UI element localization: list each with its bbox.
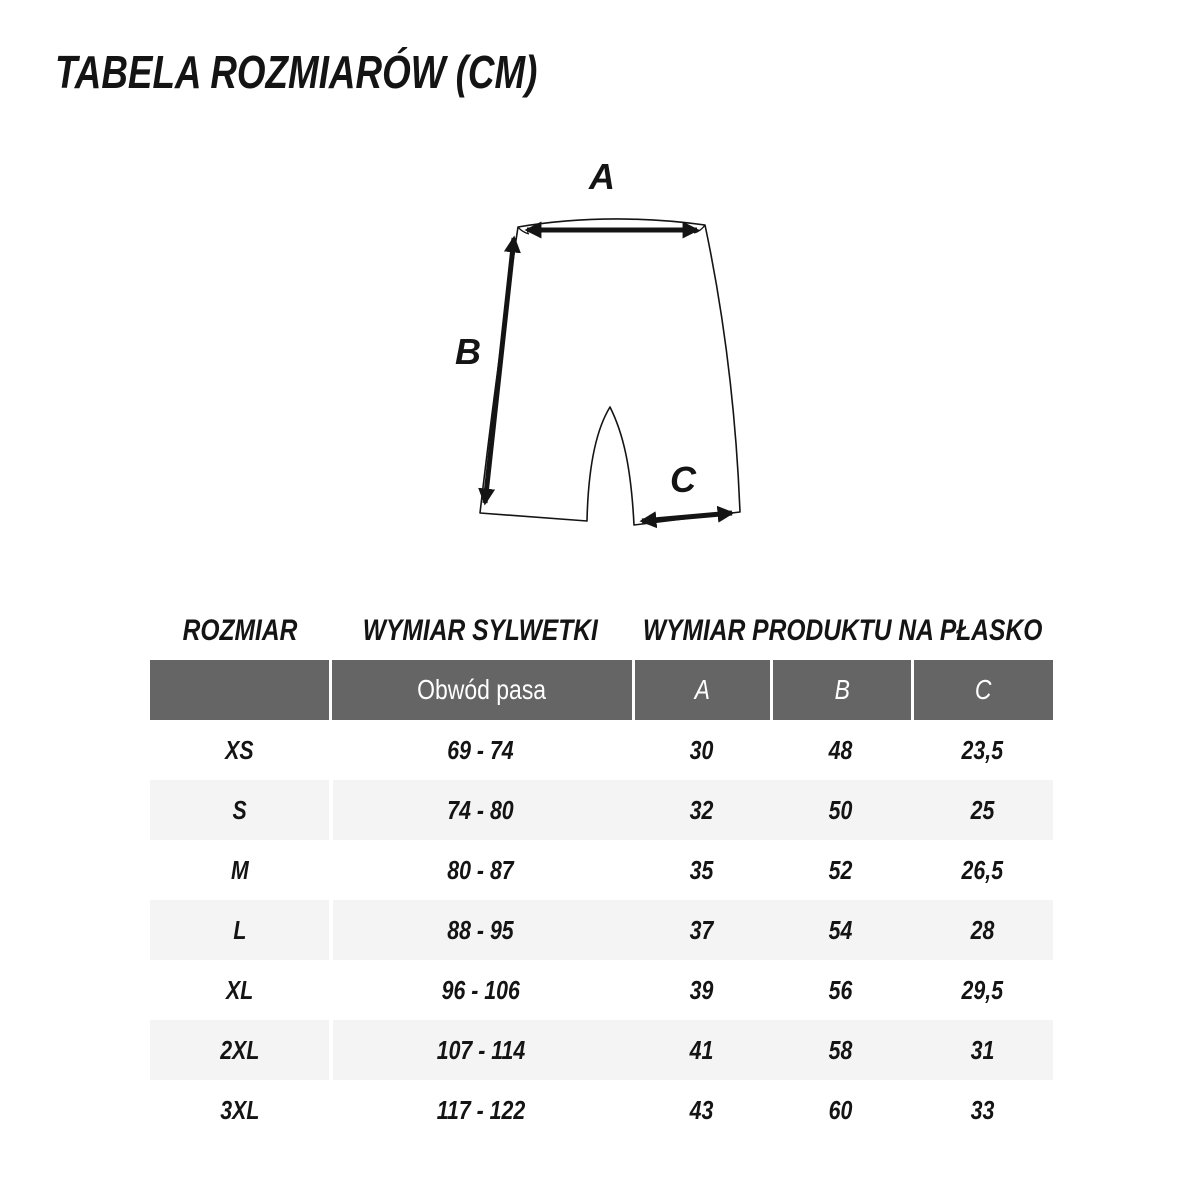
page-title-text: TABELA ROZMIARÓW (CM) — [55, 46, 538, 98]
cell-waist: 96 - 106 — [441, 974, 520, 1005]
header-cell-size — [150, 660, 329, 720]
cell-a: 37 — [689, 914, 713, 945]
table-row — [150, 960, 1053, 1020]
cell-a: 30 — [689, 734, 713, 765]
cell-c: 26,5 — [961, 854, 1003, 885]
cell-c: 23,5 — [961, 734, 1003, 765]
diagram-label-c: C — [670, 459, 696, 500]
cell-a: 35 — [689, 854, 713, 885]
cell-size: 3XL — [219, 1094, 260, 1125]
diagram-label-a: A — [589, 156, 615, 197]
header-cell-b: B — [770, 660, 911, 720]
cell-b: 50 — [828, 794, 853, 825]
cell-a: 32 — [689, 794, 713, 825]
diagram-label-b: B — [455, 331, 481, 372]
cell-b: 58 — [828, 1034, 853, 1065]
cell-a: 39 — [689, 974, 713, 1005]
cell-size: XS — [225, 734, 254, 765]
group-header-size: ROZMIAR — [182, 614, 297, 647]
table-row — [150, 1020, 1053, 1080]
cell-waist: 88 - 95 — [447, 914, 514, 945]
cell-size: L — [232, 914, 247, 945]
cell-waist: 117 - 122 — [436, 1094, 525, 1125]
cell-size: 2XL — [219, 1034, 260, 1065]
cell-size: XL — [225, 974, 254, 1005]
cell-size: S — [232, 794, 247, 825]
cell-b: 56 — [828, 974, 853, 1005]
size-table — [150, 660, 1053, 1140]
group-header-product-flat: WYMIAR PRODUKTU NA PŁASKO — [642, 614, 1043, 647]
cell-waist: 69 - 74 — [447, 734, 514, 765]
table-row — [150, 780, 1053, 840]
cell-waist: 107 - 114 — [436, 1034, 525, 1065]
cell-waist: 80 - 87 — [447, 854, 514, 885]
cell-c: 28 — [970, 914, 994, 945]
cell-a: 41 — [689, 1034, 713, 1065]
shorts-diagram — [420, 150, 780, 570]
cell-b: 52 — [828, 854, 853, 885]
table-group-headers — [150, 610, 1053, 652]
table-row — [150, 900, 1053, 960]
cell-waist: 74 - 80 — [447, 794, 514, 825]
header-cell-waist: Obwód pasa — [329, 660, 632, 720]
shorts-outline — [480, 219, 740, 525]
cell-c: 31 — [970, 1034, 994, 1065]
cell-b: 60 — [828, 1094, 853, 1125]
header-cell-a: A — [632, 660, 770, 720]
cell-b: 48 — [828, 734, 853, 765]
cell-b: 54 — [828, 914, 853, 945]
table-header-row — [150, 660, 1053, 720]
cell-c: 29,5 — [961, 974, 1003, 1005]
cell-size: M — [230, 854, 249, 885]
table-row — [150, 720, 1053, 780]
header-cell-c: C — [911, 660, 1053, 720]
cell-c: 25 — [970, 794, 994, 825]
table-row — [150, 840, 1053, 900]
group-header-body-measure: WYMIAR SYLWETKI — [362, 614, 599, 647]
page-title — [55, 47, 658, 97]
table-row — [150, 1080, 1053, 1140]
cell-c: 33 — [970, 1094, 994, 1125]
cell-a: 43 — [689, 1094, 713, 1125]
